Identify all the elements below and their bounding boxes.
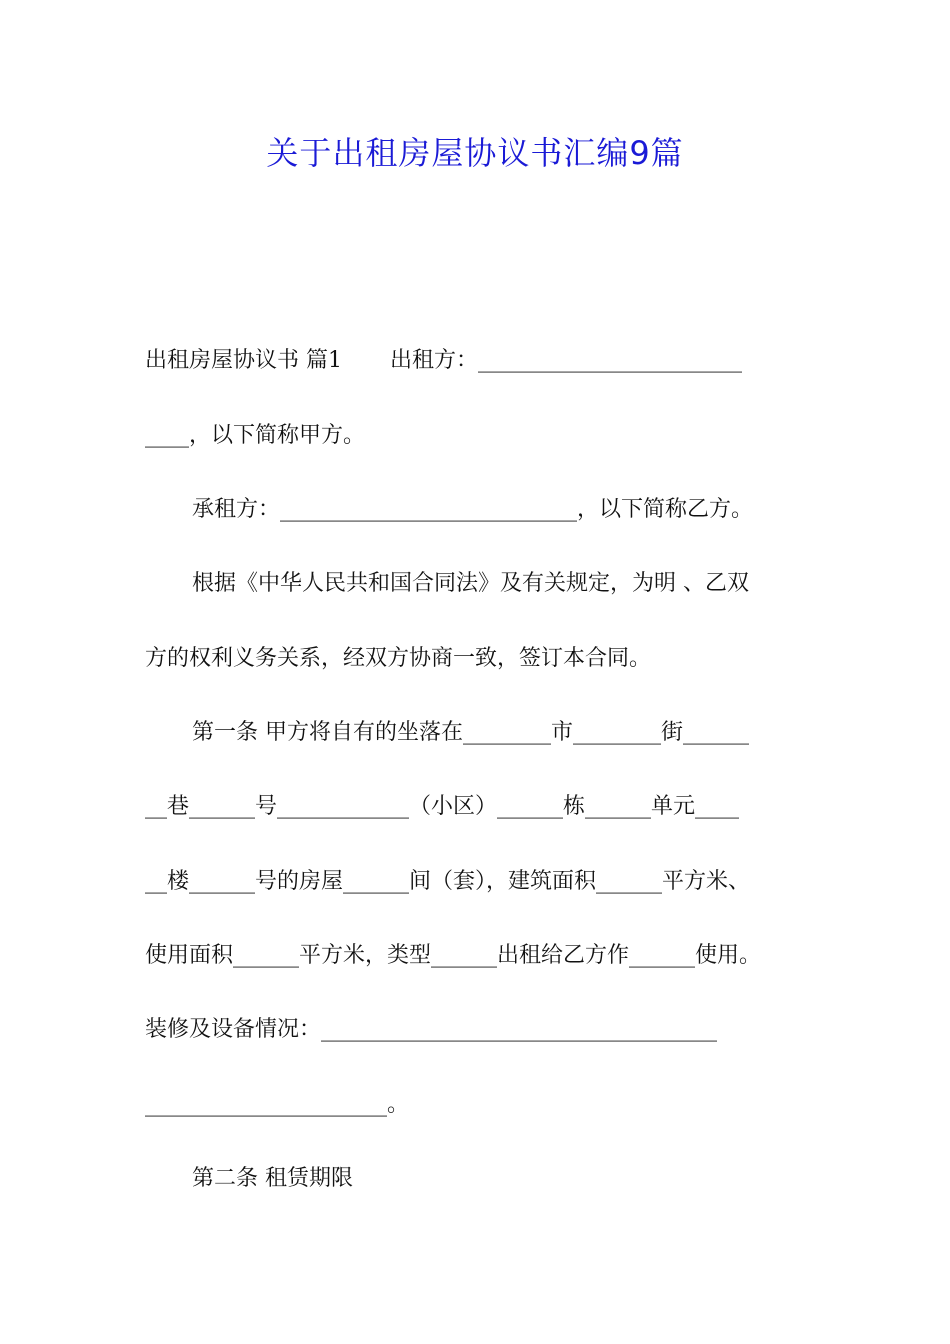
paragraph-line: 根据《中华人民共和国合同法》及有关规定，为明 、乙双 [192, 571, 749, 596]
paragraph-line: 方的权利义务关系，经双方协商一致，签订本合同。 [145, 646, 652, 671]
paragraph-line: __巷______号____________（小区）______栋______单元____ [145, 794, 740, 819]
first-line [145, 345, 810, 377]
document-title: 关于出租房屋协议书汇编9篇 [266, 134, 684, 172]
paragraph-line: ____，以下简称甲方。 [145, 423, 366, 448]
paragraph-line: 第一条 甲方将自有的坐落在________市________街______ [192, 720, 749, 745]
paragraph-line: 承租方：___________________________，以下简称乙方。 [192, 497, 754, 522]
article-heading: 第二条 租赁期限 [192, 1166, 353, 1191]
paragraph-line: 使用面积______平方米，类型______出租给乙方作______使用。 [145, 943, 762, 968]
section-heading: 出租房屋协议书 篇1 [145, 348, 342, 373]
lessor-field: 出租方：________________________ [390, 348, 743, 373]
paragraph-line: __楼______号的房屋______间（套），建筑面积______平方米、 [145, 869, 751, 894]
paragraph-line: ______________________。 [145, 1092, 410, 1117]
paragraph-line: 装修及设备情况：____________________________________ [145, 1017, 718, 1042]
